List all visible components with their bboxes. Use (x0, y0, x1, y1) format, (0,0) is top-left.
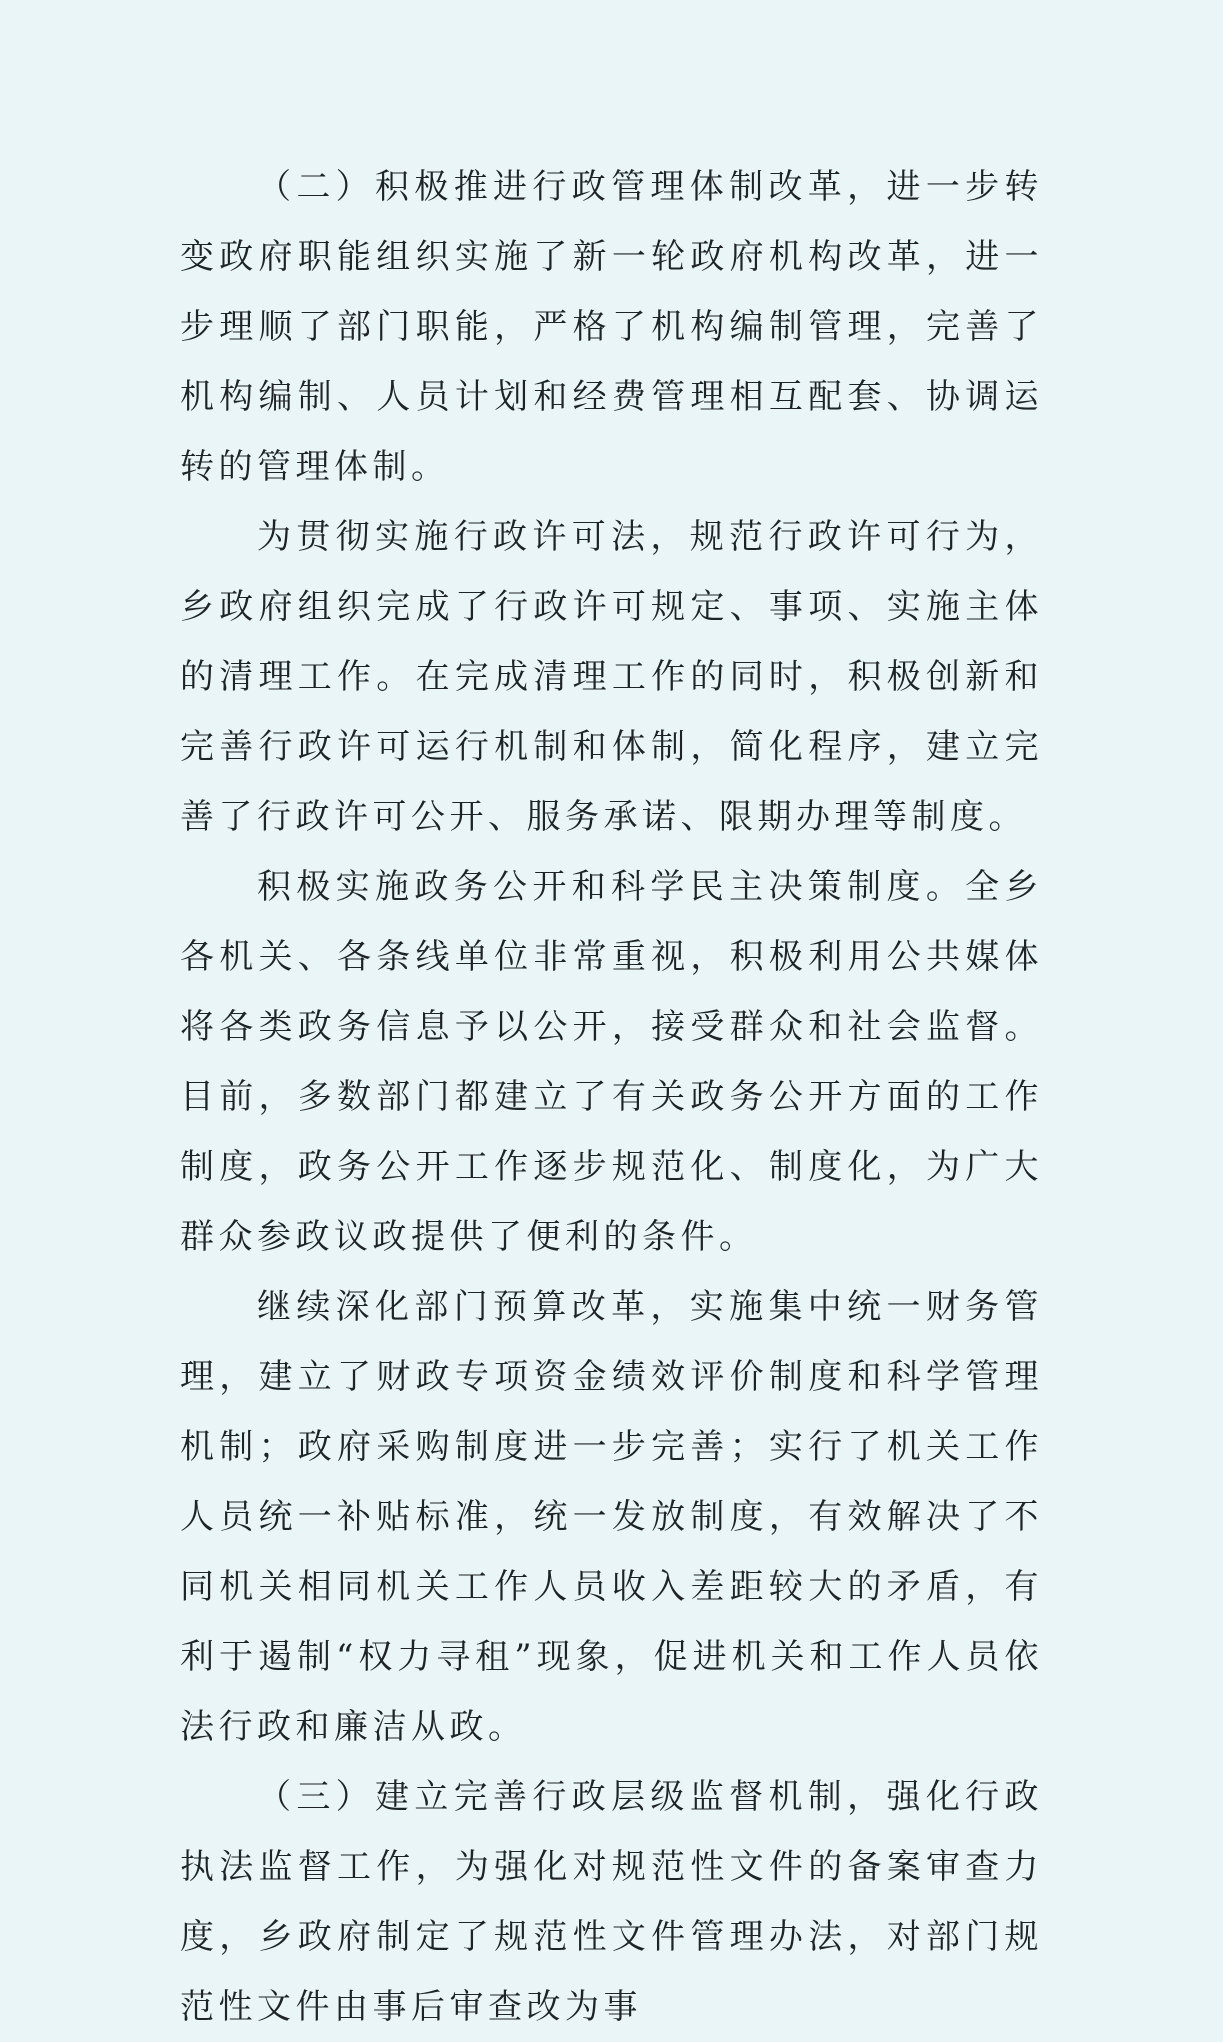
paragraph-budget-reform: 继续深化部门预算改革，实施集中统一财务管理，建立了财政专项资金绩效评价制度和科学管理机制；政府采购制度进一步完善；实行了机关工作人员统一补贴标准，统一发放制度，有效解决了不同机关相同机关工作人员收入差距较大的矛盾，有利于遏制“权力寻租”现象，促进机关和工作人员依法行政和廉洁从政。 (180, 1287, 1043, 1747)
paragraph-administrative-licensing: 为贯彻实施行政许可法，规范行政许可行为，乡政府组织完成了行政许可规定、事项、实施主体的清理工作。在完成清理工作的同时，积极创新和完善行政许可运行机制和体制，简化程序，建立完善了行政许可公开、服务承诺、限期办理等制度。 (180, 517, 1043, 837)
paragraph-administrative-reform: （二）积极推进行政管理体制改革，进一步转变政府职能组织实施了新一轮政府机构改革，进一步理顺了部门职能，严格了机构编制管理，完善了机构编制、人员计划和经费管理相互配套、协调运转的管理体制。 (180, 167, 1043, 487)
paragraph-supervision-mechanism: （三）建立完善行政层级监督机制，强化行政执法监督工作，为强化对规范性文件的备案审查力度，乡政府制定了规范性文件管理办法，对部门规范性文件由事后审查改为事 (180, 1777, 1043, 2027)
paragraph-government-affairs-openness: 积极实施政务公开和科学民主决策制度。全乡各机关、各条线单位非常重视，积极利用公共媒体将各类政务信息予以公开，接受群众和社会监督。目前，多数部门都建立了有关政务公开方面的工作制度，政务公开工作逐步规范化、制度化，为广大群众参政议政提供了便利的条件。 (180, 867, 1043, 1257)
